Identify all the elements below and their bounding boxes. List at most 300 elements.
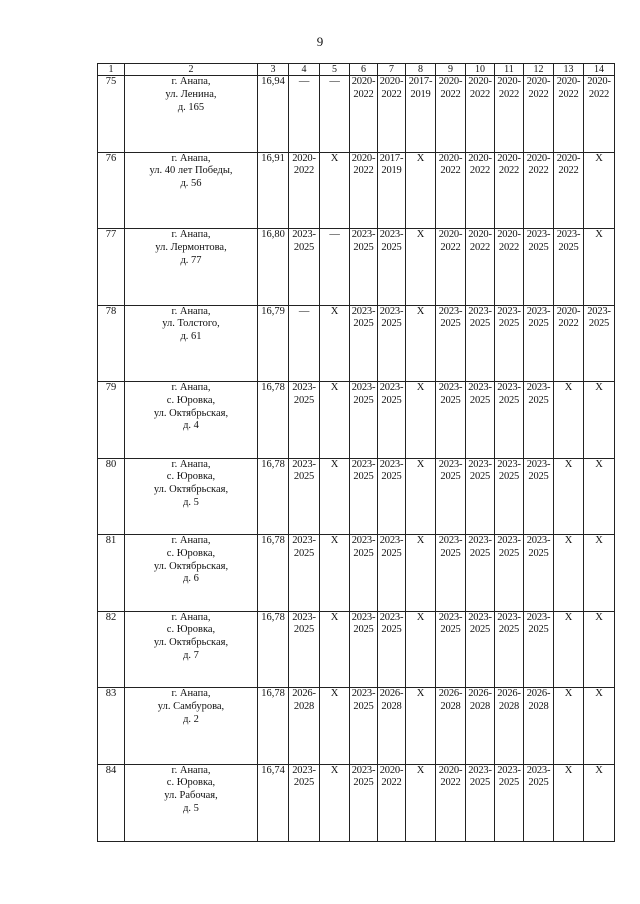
period-text: 2022 <box>469 241 491 253</box>
period-cell-col-6 <box>350 382 378 459</box>
period-text: 2025 <box>469 471 491 483</box>
period-text: Х <box>330 688 339 699</box>
period-cell-col-9 <box>436 152 466 229</box>
period-cell-col-7 <box>378 76 406 153</box>
address-line: г. Анапа, <box>171 229 211 240</box>
column-header-7: 7 <box>378 64 406 76</box>
area-value: 16,78 <box>258 688 289 765</box>
period-cell-col-14 <box>584 76 615 153</box>
period-text: — <box>329 76 340 87</box>
period-text: 2020- <box>587 76 611 87</box>
period-text: 2026- <box>292 688 316 699</box>
period-cell-col-13 <box>554 611 584 688</box>
period-text: 2020- <box>497 229 521 240</box>
period-cell-col-13 <box>554 305 584 382</box>
column-header-2: 2 <box>125 64 258 76</box>
period-text: 2023- <box>526 535 551 546</box>
address-line: г. Анапа, <box>171 152 211 164</box>
period-text: Х <box>416 458 425 470</box>
period-text: 2022 <box>588 88 610 100</box>
period-text: 2023- <box>526 458 551 470</box>
period-text: 2023- <box>438 535 463 546</box>
period-cell-col-8 <box>406 764 436 841</box>
column-header-6: 6 <box>350 64 378 76</box>
period-text: 2022 <box>558 165 579 177</box>
period-cell-col-9 <box>436 305 466 382</box>
table-row <box>98 76 615 153</box>
period-text: 2022 <box>528 88 549 100</box>
table-row <box>98 764 615 841</box>
period-text: Х <box>416 382 425 393</box>
area-value: 16,94 <box>258 76 289 153</box>
period-cell-col-6 <box>350 305 378 382</box>
period-cell-col-11 <box>495 305 524 382</box>
area-value: 16,78 <box>258 382 289 459</box>
period-cell-col-14 <box>584 305 615 382</box>
period-cell-col-6 <box>350 152 378 229</box>
period-text: 2023- <box>497 382 521 393</box>
period-text: 2022 <box>498 241 520 253</box>
period-cell-col-7 <box>378 764 406 841</box>
address-line: д. 5 <box>183 802 199 814</box>
column-header-3: 3 <box>258 64 289 76</box>
period-text: 2020- <box>438 76 463 87</box>
table-row <box>98 305 615 382</box>
row-number: 79 <box>98 382 125 459</box>
address-cell <box>125 76 258 153</box>
column-header-13: 13 <box>554 64 584 76</box>
address-line: г. Анапа, <box>171 458 211 470</box>
period-text: 2022 <box>440 777 461 789</box>
period-cell-col-14 <box>584 152 615 229</box>
period-text: 2020- <box>556 76 581 87</box>
period-text: 2025 <box>498 318 520 330</box>
period-cell-col-10 <box>466 688 495 765</box>
table-row <box>98 611 615 688</box>
period-text: 2026- <box>438 688 463 699</box>
period-cell-col-8 <box>406 611 436 688</box>
period-text: 2023- <box>468 764 492 776</box>
period-cell-col-8 <box>406 535 436 612</box>
period-text: 2023- <box>292 458 316 470</box>
row-number: 83 <box>98 688 125 765</box>
column-header-8: 8 <box>406 64 436 76</box>
period-text: 2025 <box>353 547 374 559</box>
period-text: 2023- <box>438 382 463 393</box>
period-text: 2023- <box>587 305 611 317</box>
period-text: Х <box>564 535 573 546</box>
period-text: 2020- <box>556 305 581 317</box>
period-text: 2028 <box>528 700 549 712</box>
address-line: г. Анапа, <box>171 76 211 87</box>
period-text: 2022 <box>440 241 461 253</box>
period-text: 2025 <box>293 471 315 483</box>
period-text: — <box>298 76 310 87</box>
period-cell-col-13 <box>554 688 584 765</box>
period-text: 2022 <box>353 88 374 100</box>
period-cell-col-5 <box>320 382 350 459</box>
period-cell-col-8 <box>406 76 436 153</box>
period-cell-col-4 <box>289 458 320 535</box>
address-cell <box>125 458 258 535</box>
period-cell-col-4 <box>289 764 320 841</box>
period-cell-col-14 <box>584 458 615 535</box>
period-text: Х <box>595 535 603 546</box>
period-cell-col-10 <box>466 152 495 229</box>
period-cell-col-4 <box>289 229 320 306</box>
period-cell-col-11 <box>495 535 524 612</box>
period-cell-col-11 <box>495 764 524 841</box>
address-line: ул. Рабочая, <box>164 790 218 802</box>
period-cell-col-8 <box>406 229 436 306</box>
address-line: ул. Октябрьская, <box>153 637 229 649</box>
period-cell-col-11 <box>495 76 524 153</box>
period-text: 2025 <box>588 318 610 330</box>
table-row <box>98 688 615 765</box>
period-cell-col-8 <box>406 152 436 229</box>
address-line: с. Юровка, <box>166 394 216 406</box>
period-text: 2025 <box>469 394 491 406</box>
address-line: с. Юровка, <box>166 624 216 636</box>
period-text: 2025 <box>469 624 491 636</box>
table-row <box>98 458 615 535</box>
period-cell-col-4 <box>289 688 320 765</box>
period-text: 2025 <box>440 394 461 406</box>
period-cell-col-6 <box>350 76 378 153</box>
table-row <box>98 535 615 612</box>
area-value: 16,78 <box>258 611 289 688</box>
period-text: 2025 <box>498 624 520 636</box>
column-header-9: 9 <box>436 64 466 76</box>
period-cell-col-5 <box>320 764 350 841</box>
period-text: 2026- <box>468 688 492 699</box>
period-cell-col-14 <box>584 611 615 688</box>
period-text: 2022 <box>469 88 491 100</box>
period-cell-col-12 <box>524 611 554 688</box>
period-text: 2017- <box>408 76 433 87</box>
period-text: 2022 <box>498 88 520 100</box>
period-text: 2025 <box>528 547 549 559</box>
address-line: г. Анапа, <box>171 535 211 546</box>
period-text: Х <box>595 611 603 623</box>
period-cell-col-12 <box>524 458 554 535</box>
period-cell-col-13 <box>554 535 584 612</box>
area-value: 16,78 <box>258 535 289 612</box>
period-cell-col-13 <box>554 152 584 229</box>
period-text: 2023- <box>351 229 376 240</box>
period-text: 2023- <box>526 764 551 776</box>
period-cell-col-10 <box>466 382 495 459</box>
period-text: Х <box>595 382 603 393</box>
period-cell-col-5 <box>320 152 350 229</box>
period-text: Х <box>416 305 425 317</box>
period-cell-col-10 <box>466 535 495 612</box>
address-cell <box>125 382 258 459</box>
address-line: д. 7 <box>183 649 199 661</box>
period-text: 2025 <box>353 700 374 712</box>
address-cell <box>125 152 258 229</box>
period-text: 2025 <box>498 394 520 406</box>
period-text: 2023- <box>468 382 492 393</box>
period-cell-col-14 <box>584 535 615 612</box>
period-cell-col-12 <box>524 688 554 765</box>
period-text: 2023- <box>438 305 463 317</box>
period-text: 2017- <box>379 152 404 164</box>
period-text: Х <box>564 611 573 623</box>
period-text: 2026- <box>526 688 551 699</box>
period-text: Х <box>416 152 425 164</box>
period-cell-col-7 <box>378 229 406 306</box>
period-text: 2023- <box>497 764 521 776</box>
area-value: 16,91 <box>258 152 289 229</box>
period-text: 2022 <box>440 165 461 177</box>
schedule-table <box>97 63 615 842</box>
period-text: 2028 <box>469 700 491 712</box>
period-cell-col-13 <box>554 764 584 841</box>
period-cell-col-7 <box>378 382 406 459</box>
period-cell-col-6 <box>350 688 378 765</box>
period-cell-col-12 <box>524 152 554 229</box>
period-text: Х <box>564 458 573 470</box>
period-text: 2025 <box>498 777 520 789</box>
column-header-4: 4 <box>289 64 320 76</box>
address-line: ул. Ленина, <box>165 88 217 100</box>
period-text: 2022 <box>469 165 491 177</box>
row-number: 84 <box>98 764 125 841</box>
period-cell-col-6 <box>350 458 378 535</box>
period-text: 2023- <box>497 458 521 470</box>
period-text: 2025 <box>498 547 520 559</box>
period-cell-col-9 <box>436 611 466 688</box>
address-line: д. 6 <box>183 573 199 585</box>
table-row <box>98 229 615 306</box>
period-cell-col-5 <box>320 611 350 688</box>
period-text: 2025 <box>498 471 520 483</box>
period-text: 2023- <box>468 611 492 623</box>
address-line: с. Юровка, <box>166 547 216 559</box>
period-text: Х <box>564 688 573 699</box>
period-cell-col-12 <box>524 535 554 612</box>
period-cell-col-5 <box>320 305 350 382</box>
period-cell-col-14 <box>584 382 615 459</box>
row-number: 81 <box>98 535 125 612</box>
period-text: 2020- <box>468 152 492 164</box>
period-text: 2023- <box>379 382 404 393</box>
period-text: 2025 <box>440 318 461 330</box>
period-cell-col-11 <box>495 611 524 688</box>
period-cell-col-5 <box>320 688 350 765</box>
period-text: 2019 <box>410 88 431 100</box>
period-cell-col-9 <box>436 535 466 612</box>
period-text: Х <box>595 764 603 776</box>
address-cell <box>125 688 258 765</box>
period-text: 2023- <box>556 229 581 240</box>
period-cell-col-8 <box>406 382 436 459</box>
period-text: 2025 <box>528 777 549 789</box>
period-text: 2025 <box>293 547 315 559</box>
period-cell-col-5 <box>320 458 350 535</box>
period-text: 2020- <box>468 76 492 87</box>
row-number: 77 <box>98 229 125 306</box>
address-line: ул. 40 лет Победы, <box>149 165 233 177</box>
period-cell-col-14 <box>584 229 615 306</box>
period-text: Х <box>416 611 425 623</box>
table-row <box>98 382 615 459</box>
address-cell <box>125 611 258 688</box>
period-text: 2025 <box>440 547 461 559</box>
period-cell-col-4 <box>289 76 320 153</box>
period-text: 2022 <box>498 165 520 177</box>
period-text: 2023- <box>351 764 376 776</box>
address-line: ул. Октябрьская, <box>153 560 229 572</box>
period-text: 2020- <box>438 229 463 240</box>
period-text: 2022 <box>558 88 579 100</box>
period-text: 2019 <box>381 165 402 177</box>
period-text: 2023- <box>351 382 376 393</box>
period-cell-col-6 <box>350 535 378 612</box>
period-text: 2023- <box>292 764 316 776</box>
period-text: Х <box>564 764 573 776</box>
period-text: 2026- <box>379 688 404 699</box>
period-text: 2028 <box>381 700 402 712</box>
period-text: Х <box>330 535 339 546</box>
period-cell-col-12 <box>524 382 554 459</box>
period-text: 2025 <box>469 777 491 789</box>
period-text: 2028 <box>440 700 461 712</box>
period-text: Х <box>330 764 339 776</box>
period-text: 2023- <box>379 458 404 470</box>
period-text: 2023- <box>526 611 551 623</box>
column-header-12: 12 <box>524 64 554 76</box>
period-text: 2028 <box>498 700 520 712</box>
period-text: 2023- <box>292 382 316 393</box>
period-cell-col-7 <box>378 152 406 229</box>
period-text: 2025 <box>353 471 374 483</box>
period-text: 2020- <box>351 76 376 87</box>
address-line: с. Юровка, <box>166 471 216 483</box>
period-text: 2025 <box>353 624 374 636</box>
period-cell-col-11 <box>495 229 524 306</box>
period-text: Х <box>330 382 339 393</box>
period-cell-col-10 <box>466 458 495 535</box>
address-cell <box>125 764 258 841</box>
period-text: 2025 <box>293 624 315 636</box>
period-cell-col-7 <box>378 458 406 535</box>
address-line: д. 56 <box>180 178 202 190</box>
period-cell-col-10 <box>466 764 495 841</box>
period-text: Х <box>416 764 425 776</box>
period-cell-col-13 <box>554 229 584 306</box>
period-cell-col-12 <box>524 305 554 382</box>
period-text: 2023- <box>379 305 404 317</box>
period-text: 2023- <box>497 305 521 317</box>
period-text: 2025 <box>528 394 549 406</box>
period-text: 2025 <box>381 471 402 483</box>
period-text: 2028 <box>293 700 315 712</box>
address-line: ул. Толстого, <box>162 318 220 330</box>
period-text: 2020- <box>526 152 551 164</box>
period-text: 2023- <box>351 305 376 317</box>
address-line: ул. Самбурова, <box>157 700 225 712</box>
period-text: 2023- <box>351 688 376 699</box>
period-cell-col-5 <box>320 535 350 612</box>
period-cell-col-10 <box>466 76 495 153</box>
period-text: 2022 <box>293 165 315 177</box>
period-text: 2022 <box>440 88 461 100</box>
period-text: Х <box>595 152 603 164</box>
address-line: д. 61 <box>180 331 202 343</box>
period-cell-col-7 <box>378 688 406 765</box>
period-text: Х <box>330 458 339 470</box>
period-text: 2025 <box>293 241 315 253</box>
period-cell-col-6 <box>350 229 378 306</box>
period-text: 2020- <box>379 76 404 87</box>
period-cell-col-7 <box>378 611 406 688</box>
period-cell-col-9 <box>436 382 466 459</box>
period-cell-col-11 <box>495 688 524 765</box>
header-row <box>98 64 615 76</box>
area-value: 16,74 <box>258 764 289 841</box>
period-text: 2022 <box>353 165 374 177</box>
period-text: 2020- <box>497 76 521 87</box>
period-text: 2023- <box>526 229 551 240</box>
period-text: 2025 <box>440 471 461 483</box>
period-text: 2023- <box>292 229 316 240</box>
period-cell-col-10 <box>466 229 495 306</box>
period-text: 2023- <box>351 458 376 470</box>
period-text: 2023- <box>379 611 404 623</box>
table-row <box>98 152 615 229</box>
period-text: 2023- <box>468 458 492 470</box>
period-text: 2023- <box>468 535 492 546</box>
page-number: 9 <box>316 34 324 49</box>
column-header-1: 1 <box>98 64 125 76</box>
period-text: 2023- <box>379 535 404 546</box>
period-text: 2020- <box>438 764 463 776</box>
period-text: 2022 <box>381 88 402 100</box>
address-line: д. 4 <box>183 420 199 432</box>
period-text: 2023- <box>438 611 463 623</box>
period-text: Х <box>330 611 339 623</box>
period-text: 2025 <box>381 394 402 406</box>
period-text: 2023- <box>526 305 551 317</box>
period-text: 2023- <box>438 458 463 470</box>
address-cell <box>125 229 258 306</box>
address-line: ул. Лермонтова, <box>155 241 227 253</box>
period-text: 2023- <box>526 382 551 393</box>
period-cell-col-4 <box>289 382 320 459</box>
address-line: г. Анапа, <box>171 764 211 776</box>
period-cell-col-13 <box>554 76 584 153</box>
period-cell-col-14 <box>584 688 615 765</box>
period-text: 2022 <box>528 165 549 177</box>
period-cell-col-7 <box>378 305 406 382</box>
address-line: г. Анапа, <box>171 305 211 317</box>
period-text: Х <box>564 382 573 393</box>
period-text: 2025 <box>469 318 491 330</box>
period-text: 2020- <box>438 152 463 164</box>
row-number: 82 <box>98 611 125 688</box>
address-line: с. Юровка, <box>166 777 216 789</box>
period-text: Х <box>330 152 339 164</box>
period-cell-col-9 <box>436 688 466 765</box>
period-text: Х <box>416 229 425 240</box>
period-cell-col-9 <box>436 229 466 306</box>
column-header-10: 10 <box>466 64 495 76</box>
period-cell-col-9 <box>436 764 466 841</box>
period-text: 2025 <box>353 318 374 330</box>
period-cell-col-12 <box>524 229 554 306</box>
